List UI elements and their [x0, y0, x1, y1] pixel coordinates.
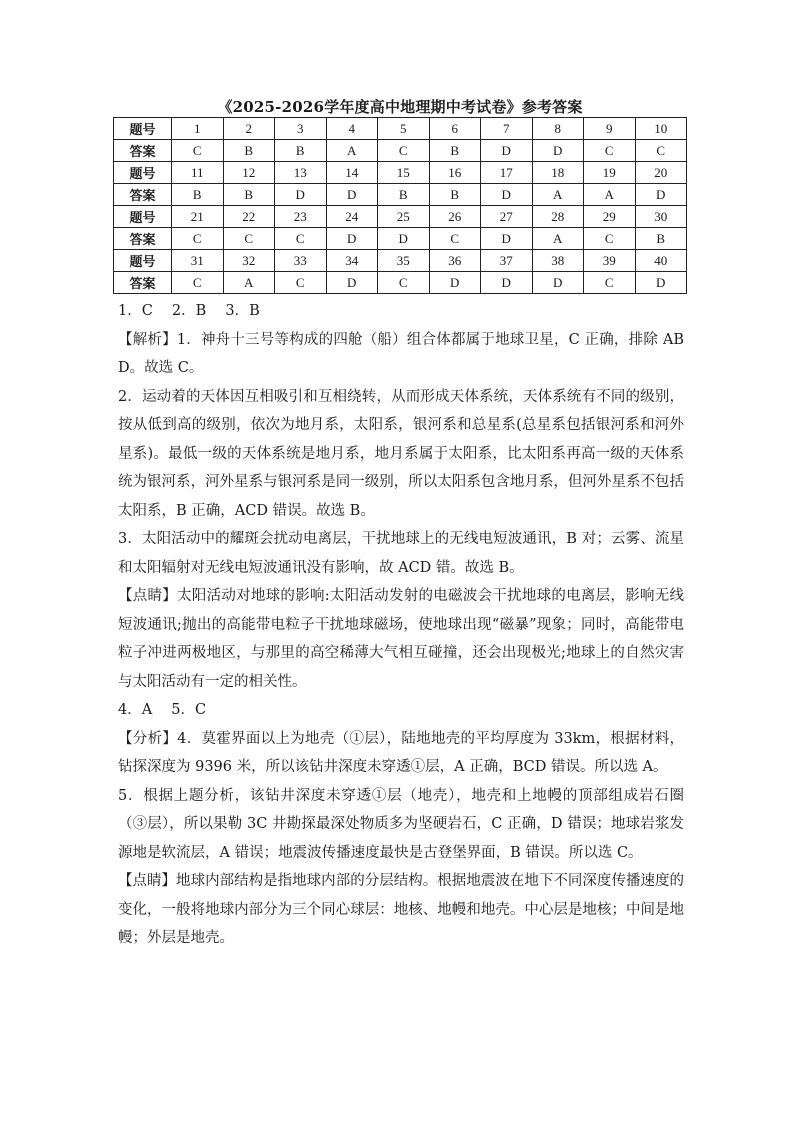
analysis-q4: 【分析】4．莫霍界面以上为地壳（①层），陆地地壳的平均厚度为 33km，根据材料，钻探深度为 9396 米，所以该钻井深度未穿透①层，A 正确，BCD 错误。所以选 A。	[118, 730, 684, 775]
question-number-cell: 19	[584, 162, 636, 184]
question-number-cell: 20	[635, 162, 687, 184]
question-number-cell: 33	[275, 250, 327, 272]
answer-cell: C	[172, 140, 224, 162]
question-number-cell: 29	[584, 206, 636, 228]
answer-row-label: 答案	[114, 140, 172, 162]
question-number-cell: 38	[532, 250, 584, 272]
question-number-cell: 3	[275, 118, 327, 140]
analysis-q2: 2．运动着的天体因互相吸引和互相绕转，从而形成天体系统，天体系统有不同的级别，按从低到高的级别，依次为地月系，太阳系，银河系和总星系(总星系包括银河系和河外星系)。最低一级的天体系统是地月系，地月系属于太阳系，比太阳系再高一级的天体系统为银河系，河外星系与银河系是同一级别，所以太阳系包含地月系，但河外星系不包括太阳系，B 正确，ACD 错误。故选 B。	[118, 388, 684, 519]
tip-q4-5: 【点睛】地球内部结构是指地球内部的分层结构。根据地震波在地下不同深度传播速度的变化，一般将地球内部分为三个同心球层：地核、地幔和地壳。中心层是地核；中间是地幔；外层是地壳。	[118, 873, 684, 946]
question-number-cell: 4	[326, 118, 378, 140]
question-number-cell: 17	[481, 162, 533, 184]
question-number-cell: 13	[275, 162, 327, 184]
answer-cell: A	[532, 184, 584, 206]
answer-cell: D	[326, 272, 378, 294]
question-number-cell: 34	[326, 250, 378, 272]
answer-cell: C	[635, 140, 687, 162]
answer-cell: B	[429, 140, 481, 162]
answer-cell: A	[326, 140, 378, 162]
answer-cell: C	[429, 228, 481, 250]
answer-cell: D	[635, 184, 687, 206]
question-number-cell: 39	[584, 250, 636, 272]
question-number-row	[114, 162, 687, 184]
question-number-cell: 36	[429, 250, 481, 272]
answer-cell: D	[635, 272, 687, 294]
question-number-cell: 30	[635, 206, 687, 228]
answer-row-label: 答案	[114, 184, 172, 206]
question-number-row	[114, 206, 687, 228]
answer-row	[114, 140, 687, 162]
answer-cell: C	[378, 140, 430, 162]
answer-cell: C	[378, 272, 430, 294]
answer-cell: A	[584, 184, 636, 206]
tip-q1-3: 【点睛】太阳活动对地球的影响:太阳活动发射的电磁波会干扰地球的电离层，影响无线短波通讯;抛出的高能带电粒子干扰地球磁场，使地球出现“磁暴”现象；同时，高能带电粒子冲进两极地区，与那里的高空稀薄大气相互碰撞，还会出现极光;地球上的自然灾害与太阳活动有一定的相关性。	[118, 588, 684, 690]
question-number-row	[114, 118, 687, 140]
question-number-row	[114, 250, 687, 272]
question-row-label: 题号	[114, 118, 172, 140]
answer-cell: B	[223, 140, 275, 162]
question-row-label: 题号	[114, 206, 172, 228]
answer-cell: B	[172, 184, 224, 206]
question-number-cell: 31	[172, 250, 224, 272]
question-number-cell: 8	[532, 118, 584, 140]
question-number-cell: 18	[532, 162, 584, 184]
answer-cell: C	[172, 272, 224, 294]
answer-cell: D	[275, 184, 327, 206]
question-number-cell: 14	[326, 162, 378, 184]
question-number-cell: 7	[481, 118, 533, 140]
question-row-label: 题号	[114, 162, 172, 184]
analysis-q3: 3．太阳活动中的耀斑会扰动电离层，干扰地球上的无线电短波通讯，B 对；云雾、流星和太阳辐射对无线电短波通讯没有影响，故 ACD 错。故选 B。	[118, 531, 684, 576]
question-number-cell: 37	[481, 250, 533, 272]
question-number-cell: 2	[223, 118, 275, 140]
answer-cell: D	[429, 272, 481, 294]
answer-cell: D	[481, 272, 533, 294]
question-number-cell: 21	[172, 206, 224, 228]
answer-cell: D	[481, 228, 533, 250]
answer-cell: C	[584, 228, 636, 250]
question-number-cell: 28	[532, 206, 584, 228]
answer-cell: B	[429, 184, 481, 206]
answer-cell: C	[172, 228, 224, 250]
question-number-cell: 25	[378, 206, 430, 228]
answers-4-5: 4．A 5．C	[118, 702, 207, 718]
answer-cell: D	[481, 140, 533, 162]
answer-cell: D	[326, 228, 378, 250]
question-number-cell: 6	[429, 118, 481, 140]
answer-key-table	[113, 117, 687, 294]
question-number-cell: 22	[223, 206, 275, 228]
answer-row	[114, 184, 687, 206]
answer-row-label: 答案	[114, 228, 172, 250]
answer-cell: D	[532, 140, 584, 162]
question-number-cell: 12	[223, 162, 275, 184]
answer-cell: A	[223, 272, 275, 294]
question-number-cell: 10	[635, 118, 687, 140]
question-number-cell: 11	[172, 162, 224, 184]
question-number-cell: 16	[429, 162, 481, 184]
answer-cell: D	[532, 272, 584, 294]
question-number-cell: 1	[172, 118, 224, 140]
question-number-cell: 32	[223, 250, 275, 272]
answer-cell: A	[532, 228, 584, 250]
question-number-cell: 26	[429, 206, 481, 228]
analysis-q5: 5．根据上题分析，该钻井深度未穿透①层（地壳），地壳和上地幔的顶部组成岩石圈（③层），所以果勒 3C 井勘探最深处物质多为坚硬岩石，C 正确，D 错误；地球岩浆发源地是软流层，A 错误；地震波传播速度最快是古登堡界面，B 错误。所以选 C。	[118, 787, 684, 861]
answer-cell: C	[275, 228, 327, 250]
question-number-cell: 24	[326, 206, 378, 228]
answer-row	[114, 272, 687, 294]
answer-row-label: 答案	[114, 272, 172, 294]
question-number-cell: 27	[481, 206, 533, 228]
answer-cell: D	[378, 228, 430, 250]
question-number-cell: 40	[635, 250, 687, 272]
answer-cell: C	[584, 140, 636, 162]
answer-row	[114, 228, 687, 250]
answer-cell: B	[635, 228, 687, 250]
question-number-cell: 5	[378, 118, 430, 140]
question-number-cell: 9	[584, 118, 636, 140]
question-number-cell: 15	[378, 162, 430, 184]
answer-cell: C	[223, 228, 275, 250]
answer-cell: C	[275, 272, 327, 294]
explanations	[118, 297, 684, 953]
answer-cell: B	[275, 140, 327, 162]
question-number-cell: 23	[275, 206, 327, 228]
answer-cell: D	[481, 184, 533, 206]
document-title: 《2025-2026学年度高中地理期中考试卷》参考答案	[217, 98, 583, 116]
answer-cell: C	[584, 272, 636, 294]
analysis-q1: 【解析】1．神舟十三号等构成的四舱（船）组合体都属于地球卫星，C 正确，排除 ABD。故选 C。	[118, 331, 684, 376]
question-number-cell: 35	[378, 250, 430, 272]
answer-cell: B	[223, 184, 275, 206]
answer-cell: B	[378, 184, 430, 206]
answers-1-3: 1．C 2．B 3．B	[118, 303, 260, 319]
question-row-label: 题号	[114, 250, 172, 272]
answer-cell: D	[326, 184, 378, 206]
